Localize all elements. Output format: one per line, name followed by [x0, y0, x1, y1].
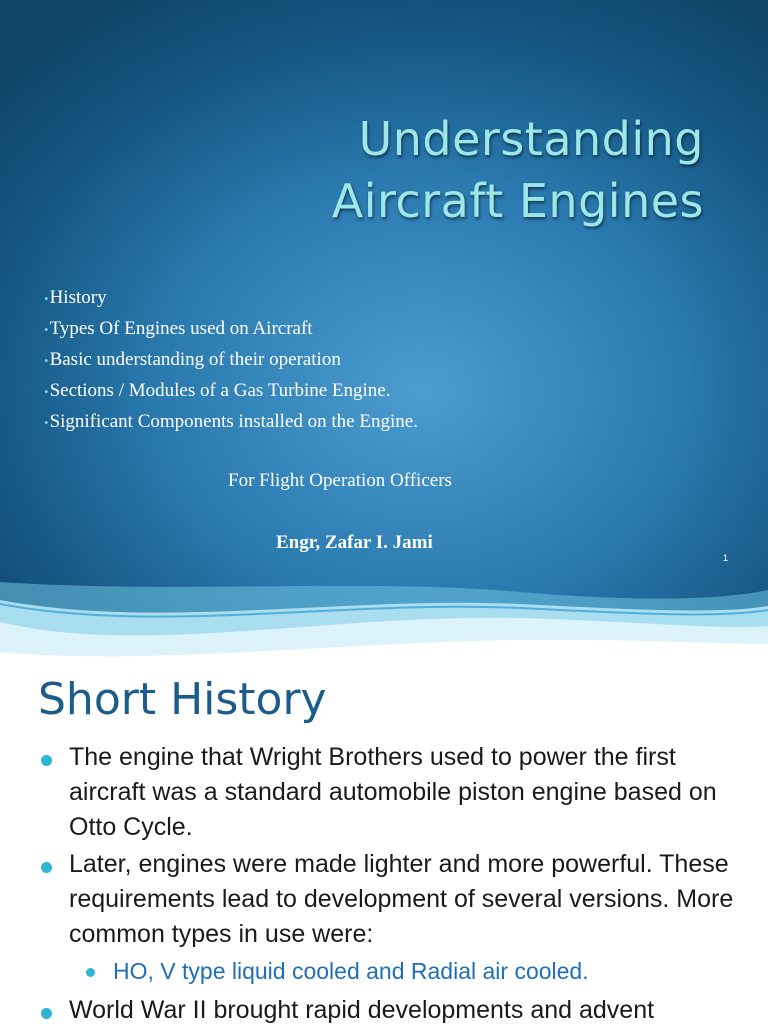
slide-number: 1 — [723, 553, 729, 563]
history-title: Short History — [38, 674, 327, 725]
list-item: World War II brought rapid developments and advent — [38, 993, 759, 1024]
slide-title-line-2: Aircraft Engines — [331, 174, 704, 228]
bullet-icon: • — [44, 322, 49, 337]
list-item: The engine that Wright Brothers used to power the first aircraft was a standard automobile piston engine based on Otto Cycle. — [38, 740, 759, 845]
bullet-icon — [41, 1008, 52, 1019]
slide-title — [332, 108, 704, 232]
bullet-icon: • — [44, 353, 49, 368]
topic-list — [44, 284, 418, 439]
topic-item: •Types Of Engines used on Aircraft — [44, 318, 313, 339]
bullet-icon: • — [44, 291, 49, 306]
history-list — [38, 740, 768, 1024]
topic-item: •Basic understanding of their operation — [44, 349, 341, 370]
bullet-icon: • — [44, 384, 49, 399]
audience-subtitle: For Flight Operation Officers — [228, 470, 452, 491]
author-name: Engr, Zafar I. Jami — [276, 532, 433, 553]
topic-item: •Significant Components installed on the Engine. — [44, 411, 418, 432]
topic-item: •History — [44, 287, 107, 308]
slide-title-line-1: Understanding — [358, 112, 704, 166]
wave-decoration — [0, 560, 768, 672]
history-slide — [0, 672, 768, 1024]
bullet-icon: • — [44, 415, 49, 430]
list-item: Later, engines were made lighter and more powerful. These requirements lead to development of several versions. More common types in use were: — [38, 847, 759, 952]
bullet-icon — [41, 862, 52, 873]
topic-item: •Sections / Modules of a Gas Turbine Engine. — [44, 380, 391, 401]
sub-list-item: HO, V type liquid cooled and Radial air cooled. — [38, 954, 768, 989]
bullet-icon — [86, 968, 95, 977]
bullet-icon — [41, 755, 52, 766]
